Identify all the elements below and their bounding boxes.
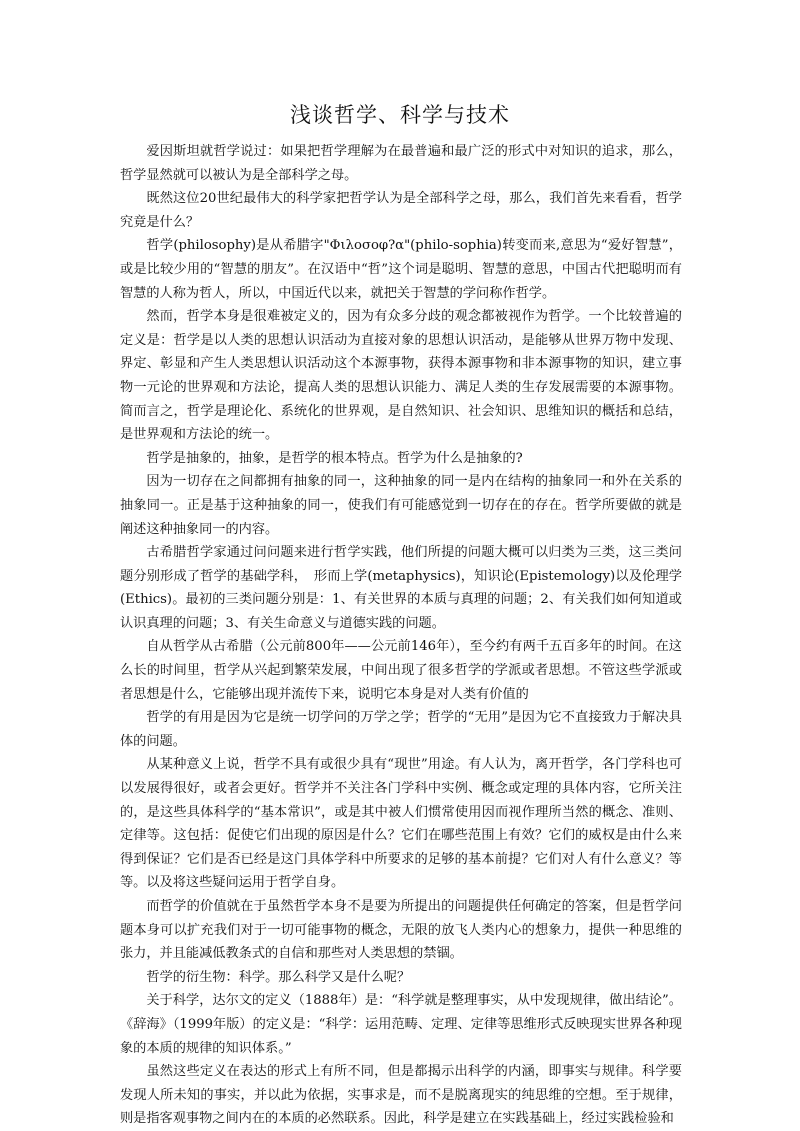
paragraph: 古希腊哲学家通过问问题来进行哲学实践，他们所提的问题大概可以归类为三类，这三类问题分别形成了哲学的基础学科， 形而上学(metaphysics)，知识论(Epistemology)以及伦理学(Ethics)。最初的三类问题分别是：1、有关世界的本质与真理的问题；2、有关我们如何知道或认识真理的问题；3、有关生命意义与道德实践的问题。 [120,545,682,631]
paragraph: 关于科学，达尔文的定义（1888年）是：“科学就是整理事实，从中发现规律，做出结论”。《辞海》（1999年版）的定义是：“科学：运用范畴、定理、定律等思维形式反映现实世界各种现象的本质的规律的知识体系。” [120,993,682,1056]
paragraph: 虽然这些定义在表达的形式上有所不同，但是都揭示出科学的内涵，即事实与规律。科学要发现人所未知的事实，并以此为依据，实事求是，而不是脱离现实的纯思维的空想。至于规律，则是指客观事物之间内在的本质的必然联系。因此，科学是建立在实践基础上，经过实践检验和 [120,1064,682,1127]
paragraph: 自从哲学从古希腊（公元前800年——公元前146年），至今约有两千五百多年的时间。在这么长的时间里，哲学从兴起到繁荣发展，中间出现了很多哲学的学派或者思想。不管这些学派或者思想是什么，它能够出现并流传下来，说明它本身是对人类有价值的 [120,639,682,702]
document-title: 浅谈哲学、科学与技术 [290,103,510,127]
paragraph: 哲学的衍生物：科学。那么科学又是什么呢？ [146,969,411,985]
document-body [120,140,682,1131]
paragraph: 哲学是抽象的，抽象，是哲学的根本特点。哲学为什么是抽象的? [146,450,523,466]
paragraph: 而哲学的价值就在于虽然哲学本身不是要为所提出的问题提供任何确定的答案，但是哲学问题本身可以扩充我们对于一切可能事物的概念，无限的放飞人类内心的想象力，提供一种思维的张力，并且能减低教条式的自信和那些对人类思想的禁锢。 [120,899,682,962]
paragraph: 既然这位20世纪最伟大的科学家把哲学认为是全部科学之母，那么，我们首先来看看，哲学究竟是什么？ [120,191,682,230]
paragraph: 从某种意义上说，哲学不具有或很少具有“现世”用途。有人认为，离开哲学，各门学科也可以发展得很好，或者会更好。哲学并不关注各门学科中实例、概念或定理的具体内容，它所关注的，是这些具体科学的“基本常识”，或是其中被人们惯常使用因而视作理所当然的概念、准则、定律等。这包括：促使它们出现的原因是什么？它们在哪些范围上有效？它们的威权是由什么来得到保证？它们是否已经是这门具体学科中所要求的足够的基本前提？它们对人有什么意义？等等。以及将这些疑问运用于哲学自身。 [120,757,682,891]
paragraph: 然而，哲学本身是很难被定义的，因为有众多分歧的观念都被视作为哲学。一个比较普遍的定义是：哲学是以人类的思想认识活动为直接对象的思想认识活动，是能够从世界万物中发现、界定、彰显和产生人类思想认识活动这个本源事物，获得本源事物和非本源事物的知识，建立事物一元论的世界观和方法论，提高人类的思想认识能力、满足人类的生存发展需要的本源事物。简而言之，哲学是理论化、系统化的世界观，是自然知识、社会知识、思维知识的概括和总结，是世界观和方法论的统一。 [120,309,682,443]
paragraph: 哲学(philosophy)是从希腊字"Φιλοσοφ?α"(philo-sophia)转变而来,意思为“爱好智慧”，或是比较少用的“智慧的朋友”。在汉语中“哲”这个词是聪明、智慧的意思，中国古代把聪明而有智慧的人称为哲人，所以，中国近代以来，就把关于智慧的学问称作哲学。 [120,238,682,301]
paragraph: 哲学的有用是因为它是统一切学问的万学之学；哲学的“无用”是因为它不直接致力于解决具体的问题。 [120,710,682,749]
paragraph: 爱因斯坦就哲学说过：如果把哲学理解为在最普遍和最广泛的形式中对知识的追求，那么，哲学显然就可以被认为是全部科学之母。 [120,144,682,183]
paragraph: 因为一切存在之间都拥有抽象的同一，这种抽象的同一是内在结构的抽象同一和外在关系的抽象同一。正是基于这种抽象的同一，使我们有可能感觉到一切存在的存在。哲学所要做的就是阐述这种抽象同一的内容。 [120,474,682,537]
